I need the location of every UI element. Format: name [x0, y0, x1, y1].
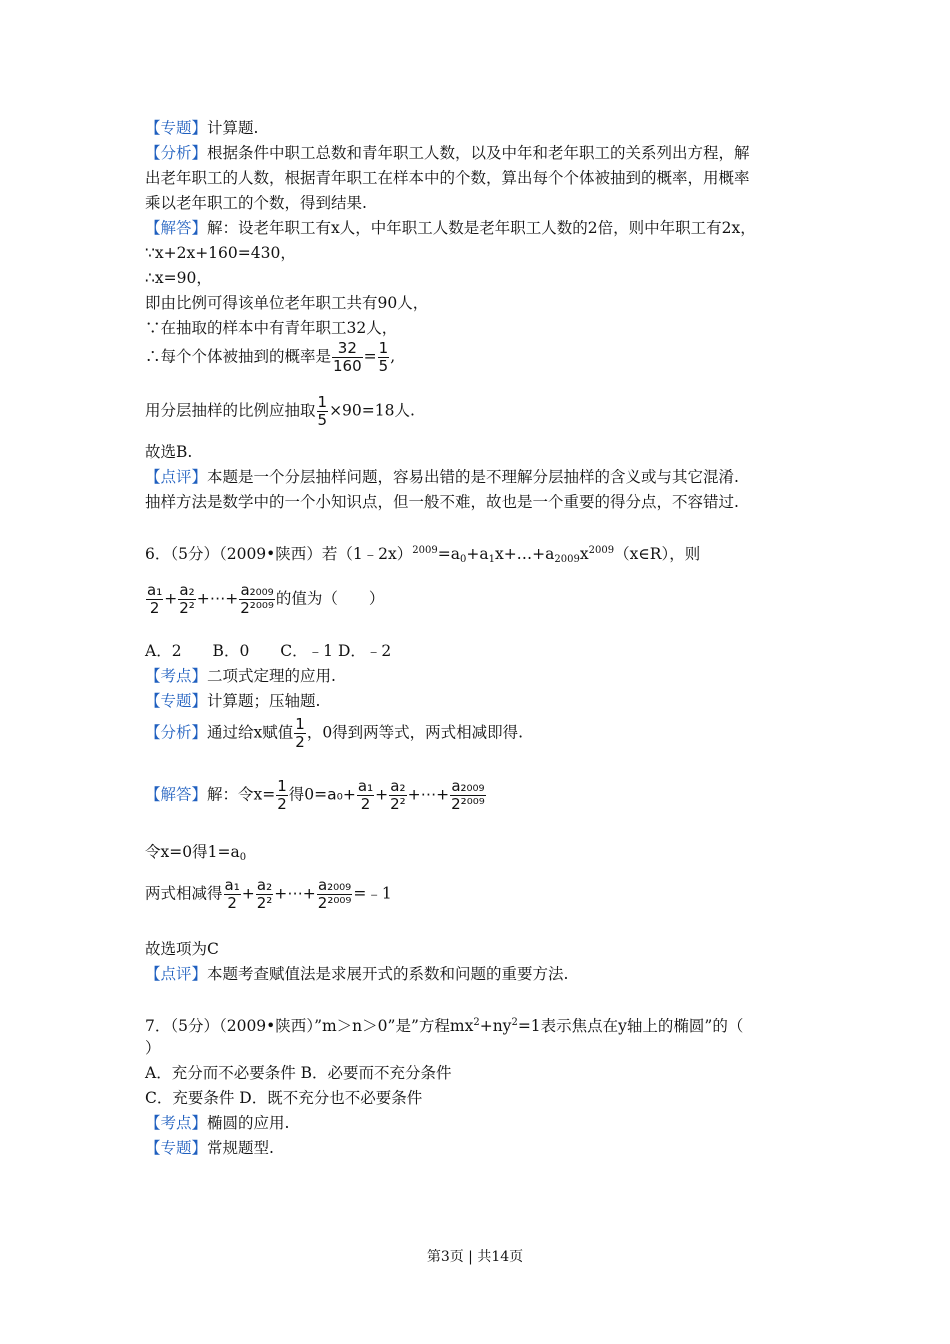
text: 通过给x赋值: [207, 723, 294, 742]
fraction: [224, 877, 241, 912]
text: +ny: [479, 1017, 512, 1035]
page-footer: 第3页 | 共14页: [426, 1249, 524, 1265]
q5-zhuanti: [145, 118, 258, 138]
numerator: a₂₀₀₉: [240, 581, 274, 599]
text: =﹣1: [353, 884, 392, 903]
fraction: [450, 778, 486, 813]
text: （x∈R），则: [614, 545, 701, 563]
fraction: [146, 582, 163, 617]
q5-probability-line: [145, 340, 395, 375]
tag: 【考点】: [145, 667, 208, 685]
q6-options: A．2 B．0 C．﹣1 D．﹣2: [145, 642, 392, 660]
text: 根据条件中职工总数和青年职工人数，以及中年和老年职工的关系列出方程，解: [207, 144, 750, 162]
denominator: 2²: [179, 599, 195, 617]
q5-dianping-2: 抽样方法是数学中的一个小知识点，但一般不难，故也是一个重要的得分点，不容错过.: [145, 493, 739, 511]
numerator: 1: [295, 715, 305, 733]
tag: 【专题】: [145, 119, 208, 137]
cdots: +⋯+: [274, 884, 316, 903]
fraction: [239, 582, 275, 617]
denominator: 2²⁰⁰⁹: [451, 795, 485, 813]
q5-answer: 故选B.: [145, 443, 193, 461]
equals: =: [363, 347, 377, 366]
numerator: 1: [317, 393, 328, 411]
text: 椭圆的应用.: [207, 1114, 290, 1132]
denominator: 5: [378, 357, 389, 375]
text: 6．（5分）（2009•陕西）若（1﹣2x）: [145, 545, 413, 563]
numerator: a₁: [224, 876, 240, 894]
tag: 【解答】: [145, 219, 208, 237]
text: 本题是一个分层抽样问题，容易出错的是不理解分层抽样的含义或与其它混淆.: [207, 468, 739, 486]
q5-jieda-4: 即由比例可得该单位老年职工共有90人，: [145, 294, 429, 312]
text: 令x=0得1=a: [145, 843, 240, 861]
plus: +: [241, 884, 255, 903]
q5-fenxi-3: 乘以老年职工的个数，得到结果.: [145, 194, 367, 212]
q7-zhuanti: [145, 1138, 274, 1158]
text: ,: [390, 347, 396, 366]
tag: 【解答】: [145, 785, 208, 804]
cdots: +⋯+: [196, 589, 239, 608]
q6-stem: [145, 541, 700, 570]
denominator: 160: [333, 357, 362, 375]
superscript: 2: [511, 1017, 518, 1028]
text: x+…+a: [494, 545, 555, 563]
text: x: [579, 545, 589, 563]
numerator: a₂₀₀₉: [451, 777, 485, 795]
q7-options-cd: C．充要条件 D．既不充分也不必要条件: [145, 1089, 423, 1107]
tag: 【点评】: [145, 468, 208, 486]
numerator: a₂₀₀₉: [317, 876, 352, 894]
q6-answer: 故选项为C: [145, 940, 219, 958]
numerator: a₂: [256, 876, 273, 894]
tag: 【分析】: [145, 723, 208, 742]
fraction: [317, 394, 329, 429]
denominator: 2: [360, 795, 371, 813]
text: 解：令x=: [207, 785, 276, 804]
tag: 【分析】: [145, 144, 208, 162]
q5-fenxi: [145, 143, 750, 163]
denominator: 2²: [256, 894, 273, 912]
q5-jieda-3: ∴x=90，: [145, 269, 212, 287]
plus: +: [342, 785, 356, 804]
fraction: [332, 340, 363, 375]
subscript: 1: [488, 554, 495, 565]
a0: a₀: [327, 785, 343, 804]
text: =1表示焦点在y轴上的椭圆”的（: [517, 1017, 744, 1035]
fraction: [378, 340, 390, 375]
q6-jieda: [145, 778, 487, 813]
superscript: 2009: [588, 545, 615, 556]
denominator: 2: [149, 599, 160, 617]
tag: 【专题】: [145, 692, 208, 710]
q7-options-ab: A．充分而不必要条件 B．必要而不充分条件: [145, 1064, 452, 1082]
q7-stem: [145, 1013, 743, 1036]
q5-dianping: [145, 467, 739, 487]
text: 两式相减得: [145, 884, 223, 903]
subscript: 0: [239, 852, 247, 863]
numerator: 1: [378, 339, 389, 357]
text: 7．（5分）（2009•陕西）”m＞n＞0”是”方程mx: [145, 1017, 474, 1035]
denominator: 2²⁰⁰⁹: [317, 894, 352, 912]
superscript: 2: [473, 1017, 480, 1028]
fraction: [276, 778, 288, 813]
q7-stem-close: ）: [145, 1039, 161, 1057]
fraction: [317, 877, 353, 912]
q6-zhuanti: [145, 691, 320, 711]
q5-jieda-2: ∵x+2x+160=430，: [145, 244, 296, 262]
text: ×90=18人.: [329, 401, 415, 420]
q6-subtract-line: [145, 877, 392, 912]
q5-jieda-5: ∵在抽取的样本中有青年职工32人，: [145, 319, 398, 337]
tag: 【点评】: [145, 965, 208, 983]
plus: +: [375, 785, 389, 804]
tag: 【考点】: [145, 1114, 208, 1132]
q5-fenxi-2: 出老年职工的人数，根据青年职工在样本中的个数，算出每个个体被抽到的概率，用概率: [145, 169, 750, 187]
plus: +: [164, 589, 178, 608]
cdots: +⋯+: [407, 785, 450, 804]
q6-kaodian: [145, 666, 336, 686]
q6-x0-line: [145, 842, 246, 868]
numerator: 32: [332, 340, 363, 358]
numerator: a₂: [390, 777, 406, 795]
q7-kaodian: [145, 1113, 289, 1133]
denominator: 2: [295, 733, 305, 751]
denominator: 2²⁰⁰⁹: [240, 599, 274, 617]
text: =a: [437, 545, 460, 563]
text: 的值为（ ）: [275, 589, 385, 608]
numerator: a₁: [357, 777, 374, 795]
text: 二项式定理的应用.: [207, 667, 336, 685]
text: +a: [466, 545, 489, 563]
subscript: 2009: [554, 554, 580, 565]
q6-expression: [145, 582, 384, 617]
fraction: [178, 582, 196, 617]
numerator: a₁: [147, 581, 163, 599]
text: 得0=: [288, 785, 328, 804]
text: 计算题；压轴题.: [207, 692, 321, 710]
text: 本题考查赋值法是求展开式的系数和问题的重要方法.: [207, 965, 569, 983]
q5-jieda: [145, 218, 756, 238]
denominator: 5: [317, 411, 328, 429]
fraction: [256, 877, 274, 912]
text: 解：设老年职工有x人，中年职工人数是老年职工人数的2倍，则中年职工有2x，: [207, 219, 756, 237]
denominator: 2: [277, 795, 287, 813]
fraction: [389, 778, 407, 813]
text: ∴每个个体被抽到的概率是: [145, 347, 332, 366]
q6-fenxi: [145, 716, 523, 751]
fraction: [294, 716, 306, 751]
numerator: 1: [277, 777, 287, 795]
text: 用分层抽样的比例应抽取: [145, 401, 316, 420]
q5-sample-line: [145, 394, 415, 429]
superscript: 2009: [412, 545, 438, 556]
text: 计算题.: [207, 119, 259, 137]
numerator: a₂: [179, 581, 195, 599]
q6-dianping: [145, 964, 568, 984]
text: 常规题型.: [207, 1139, 274, 1157]
denominator: 2: [227, 894, 237, 912]
subscript: 0: [459, 554, 467, 565]
tag: 【专题】: [145, 1139, 208, 1157]
fraction: [357, 778, 374, 813]
denominator: 2²: [390, 795, 406, 813]
text: ，0得到两等式，两式相减即得.: [306, 723, 524, 742]
